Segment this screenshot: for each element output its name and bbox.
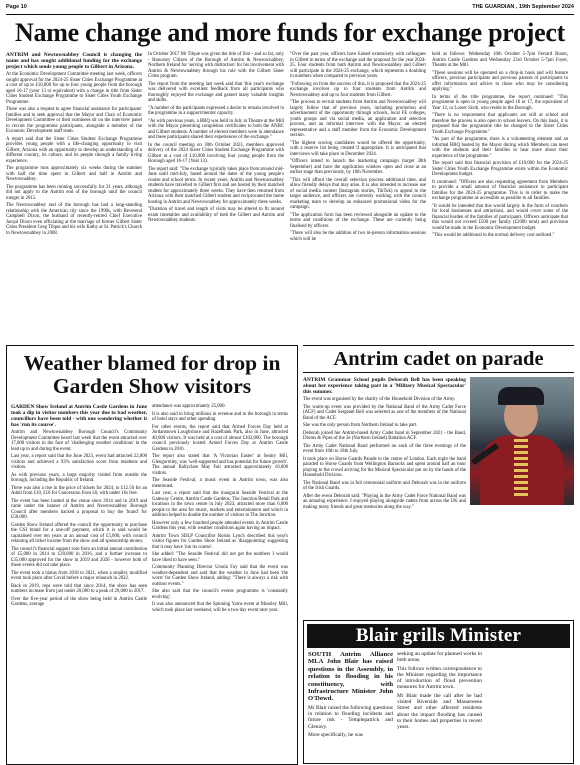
article-paragraph: In October 2017 Mr Tilque was given the title of first - and so far, only - Honorary Citizen of the Borough of Antrim & Newtownabbey, Northern Ireland for 'serving with distinction' for his involvement with Antrim & Newtownabbey through his role with the Gilbert Sister Cities program. bbox=[148, 52, 284, 79]
article-paragraph: The event took a hiatus from 2018 to 2021, when a smaller, modified event took place after Covid before a major relaunch in 2022. bbox=[11, 570, 147, 582]
cadet-photo bbox=[470, 377, 574, 505]
article-paragraph: A report said that the Sister Cities Student Exchange Programme provides young people with a life-changing opportunity to visit Gilbert, Arizona with an opportunity to develop an understanding of a different country, its culture, and its people through a family living experience. bbox=[6, 136, 142, 164]
article-paragraph: "Over the past year, officers have liaised extensively with colleagues in Gilbert in terms of the exchange and the proposal for the year 2024-25. Four students from both Antrim and Newtownabbey and Gilbert will participate in the 2024-25 exchange, which represents a doubling in numbers when compared to previous years. bbox=[290, 52, 426, 79]
article-paragraph: Back in 2019, reps were told that since 2014, the show has seen numbers increase from just under 20,000 to a peak of 29,000 in 2017. bbox=[11, 583, 147, 595]
weather-article bbox=[6, 345, 298, 765]
article-paragraph: "A number of the participants expressed a desire to remain involved in the programme in a support/mentor capacity. bbox=[148, 105, 284, 116]
article-paragraph: Last year, a report said that the inaugural Seaside Festival at the Gateway Centre, Antrim Castle Gardens, The Junction Retail Park and locations in the town centre in July 2023, attracted more than 6,000 people to the area for music, markets and entertainment and which in addition helped to double the number of visitors to The Junction. bbox=[152, 491, 288, 518]
article-paragraph: In terms of the title programme, the report continued: "This programme is open to young people aged 16 or 17, the equivalent of Year 13, or Lower Sixth, who reside in the Borough. bbox=[432, 94, 568, 111]
article-paragraph: In the council meeting on 30th October 2023, members approved delivery of the 2024 Sister Cities Student Exchange Programme with Gilbert at a cost of £10,000 involving four young people from the Borough aged 16-17 (Year 13). bbox=[148, 142, 284, 164]
article-paragraph: Antrim Town SDLP Councillor Roisin Lynch described this year's visitor figures for Garden Show Ireland as 'disappointing' suggesting that it may have 'run its course'. bbox=[152, 533, 288, 550]
article-paragraph: "There will also be the addition of two in-person information sessions which will be bbox=[290, 231, 426, 242]
article-paragraph: Community Planning Director Ursula Fay said that the event was weather-dependent and said that the weather in June had been 'the worst' for Garden Show Ireland, adding: "There is always a risk with outdoor events." bbox=[152, 565, 288, 587]
exchange-column-1 bbox=[6, 52, 142, 341]
article-paragraph: She also said that the council's events programme is 'constantly evolving'. bbox=[152, 589, 288, 600]
article-paragraph: There was also a request to agree financial assistance for participants' families and to seek approval that the Mayor and Chair of Economic Development Committee or their nominees sit on the interview panel to recruit the programme participants, alongside a member of the Economic Development staff team. bbox=[6, 107, 142, 135]
article-paragraph: The programme runs approximately six weeks during the summer with half the time spent in Gilbert and half in Antrim and Newtownabbey. bbox=[6, 166, 142, 183]
article-paragraph: ANTRIM and Newtownabbey Council is changing the name and has sought additional funding for the exchange project which sends young people to Gilbert in Arizona. bbox=[6, 52, 142, 71]
newspaper-page bbox=[6, 4, 574, 739]
article-paragraph: Garden Show Ireland offered the council the opportunity to purchase the GSI brand for a one-off payment, which it is said would be capitalised over ten years at an annual cost of £5,000, with council retaining all ticket income from the show and all sponsorship money. bbox=[11, 522, 147, 545]
article-paragraph: The event was organised by the charity of the Household Division of the Army. bbox=[303, 397, 456, 403]
article-paragraph: Deborah joined her Antrim-based Army Cadet band in September 2021 - the Band, Drums & Pipes of the 2e (Northern Ireland) Battalion ACF. bbox=[303, 430, 466, 442]
article-paragraph: There was also a rise in the price of tickets for 2024, to £12.50 for an Adult from £10, £10 for Concession from £8, with under 16s free. bbox=[11, 485, 147, 497]
article-paragraph: "Duration of travel and length of visits may be altered to fit around exam timetables and availability of both the Gilbert and Antrim and Newtownabbey students. bbox=[148, 207, 284, 223]
article-paragraph: "There is no requirement that applicants are still at school and therefore the process is also open to school leavers. On this basis, it is proposed that the programme title be changed to the Sister Cities Youth Exchange Programme." bbox=[432, 113, 568, 135]
weather-column-2 bbox=[152, 404, 288, 759]
article-paragraph: The Newtownabbey end of the borough has had a long-standing relationship with the American city since the 1990s, with Reverend Campbell Dixon, the husband of recently-retired Chief Executive Jacqui Dixon even officiating at the marriage of former Gilbert Sister Cities President Greg Tilque and his wife Kathy at St. Patrick's Church in Newtownabbey in 2008. bbox=[6, 203, 142, 236]
weather-headline: Weather blamed for drop in Garden Show visitors bbox=[23, 351, 281, 398]
article-paragraph: ANTRIM Grammar School pupils Deborah Bell has been speaking about her experience taking part in a 'Military Musical Spectacular' this summer. bbox=[303, 377, 466, 396]
article-paragraph: Mr Blair made the call after he had visited Riverside and Massereene Street and other affected residents about the impact flooding has caused to their homes and properties in recent years. bbox=[397, 692, 482, 731]
article-paragraph: "This would be additional to the normal delivery cost outlined." bbox=[432, 233, 555, 238]
article-paragraph: "Following on from the success of this, it is proposed that the 2024-25 exchange involves up to four students from Antrim and Newtownabbey and up to four students from Gilbert. bbox=[290, 81, 426, 98]
article-paragraph: Over the five-year period of the show being held in Antrim Castle Gardens, average bbox=[11, 596, 147, 608]
blair-columns bbox=[304, 651, 573, 761]
article-paragraph: seeking an update for planned works in both areas. bbox=[397, 651, 482, 664]
article-paragraph: She added: "The Seaside Festival did not get the numbers I would have liked to have seen." bbox=[152, 552, 288, 563]
blair-article bbox=[303, 620, 574, 764]
exchange-column-3 bbox=[290, 52, 426, 341]
article-paragraph: The programme has been running successfully for 21 years, although did not apply to the Antrim end of the borough until the council merger in 2015. bbox=[6, 184, 142, 201]
article-paragraph: attendance was approximately 25,000. bbox=[152, 404, 226, 409]
antrim-headline: Antrim cadet on parade bbox=[303, 345, 574, 373]
article-paragraph: "It would be intended that this would largely in the form of vouchers for local businesses and attractions, and would cover some of the financial burden of the families of participants. Officers anticipate that this would not exceed £500 per family (£2000 total) and provision would be made in the Economic Development budget. bbox=[432, 203, 568, 231]
article-paragraph: "The process to recruit students from Antrim and Newtownabbey will largely follow that of previous years, including promotion and advertisement of the opportunity through schools, local FE colleges, youth groups and via social media, an application and selection process, and an informal interview with the Mayor, an elected representative and a staff member from the Economic Development section. bbox=[290, 100, 426, 138]
article-paragraph: "The highest scoring candidates would be offered the opportunity, with a reserve list being created if appropriate. It is anticipated that interviews will take place in December 2024. bbox=[290, 140, 426, 157]
paper-name-date: THE GUARDIAN , 19th September 2024 bbox=[472, 4, 574, 10]
article-paragraph: "The application form has been reviewed alongside an update to the terms and conditions of the exchange. These are currently being finalised by officers. bbox=[290, 212, 426, 229]
article-paragraph: However only a few hundred people attended events in Antrim Castle Gardens this year, with weather conditions again having an impact. bbox=[152, 520, 288, 531]
article-paragraph: It is also said to bring millions in revenue and to the borough in terms of hotel stays and other spending. bbox=[152, 411, 288, 422]
article-paragraph: "As with previous years, a BBQ was held in July at Theatre at the Mill with the Mayor presenting completion certificates to both the ANBC and Gilbert students. A number of elected members were in attendance and these participants shared their experiences of the exchange." bbox=[148, 118, 284, 140]
blair-column-1 bbox=[308, 651, 393, 761]
article-paragraph: She was the only person from Northern Ireland to take part. bbox=[303, 423, 418, 429]
article-paragraph: The Seaside Festival, a music event in Antrim town, was also mentioned. bbox=[152, 478, 288, 489]
blair-headline: Blair grills Minister bbox=[307, 624, 570, 648]
article-paragraph: As with previous years, a large majority visited from outside the borough, including the Republic of Ireland. bbox=[11, 472, 147, 484]
article-paragraph: The report also stated that 'A Victorian Easter' at Sentry Hill, Glengormley, was 'well-supported and has potential for future growth'. The annual Ballyclare May Fair attracted approximately 10,000 visitors. bbox=[152, 454, 288, 476]
article-paragraph: Mr Blair raised the following questions in relation to flooding incidents and future risk - Templepatrick and Glenavy. bbox=[308, 704, 393, 730]
article-paragraph: "This will afford the overall selection process additional time, and allow friendly delays that may arise. It is also intended to increase use of social media content (Instagram stories, TikTok) to appeal to the target audience, and officers are currently working with the council marketing team to develop an enhanced promotional video for the campaign. bbox=[290, 177, 426, 210]
antrim-cadet-article bbox=[303, 345, 574, 615]
folio-bar bbox=[6, 4, 574, 15]
exchange-article bbox=[6, 52, 574, 341]
article-paragraph: This follows written correspondence to the Minister regarding the importance of introduction of flood prevention measures for Antrim town. bbox=[397, 665, 482, 691]
article-paragraph: After the event Deborah said: "Playing in the Army Cadet Force National Band was an amazing experience. I enjoyed playing alongside cadets from across the UK and making many friends and great memories along the way." bbox=[303, 493, 466, 510]
article-paragraph: Last year, a report said that the June 2023, event had attracted 22,000 visitors and achieved a 93% satisfaction score from residents and visitors. bbox=[11, 454, 147, 471]
antrim-text bbox=[303, 377, 466, 612]
exchange-column-4 bbox=[432, 52, 568, 341]
article-paragraph: The event has been hosted at the venue since 2014 and in 2019 and came under the banner of Antrim and Newtownabbey Borough Council after members backed a proposal to buy the 'brand' for £50,000. bbox=[11, 498, 147, 521]
weather-columns bbox=[7, 404, 297, 759]
article-paragraph: The report said: "The exchange typically takes place from around mid-June until mid-July, based around the dates of the young people's course and school terms. In recent years, Antrim and Newtownabbey students have travelled to Gilbert first and are hosted by their matched student for approximately three weeks. They have then returned from Arizona with their matched Gilbert student and reciprocated the home hosting in Antrim and Newtownabbey for approximately three weeks. bbox=[148, 166, 284, 205]
article-paragraph: The National Band was in full ceremonial uniform and Deborah was in the uniform of the Irish Guards. bbox=[303, 480, 466, 492]
weather-column-1 bbox=[11, 404, 147, 759]
article-paragraph: Antrim and Newtownabbey Borough Council's Community Development Committee heard last week that the event attracted over 17,000 visitors in the face of 'challenging weather conditions' in the lead up to and during the event. bbox=[11, 430, 147, 452]
article-paragraph: The report said that financial provision of £10,000 for the 2024-25 Sister Cities Youth Exchange Programme exists within the Economic Development budget. bbox=[432, 161, 568, 177]
article-paragraph: The warm-up event was provided by the National Band of the Army Cadet Force (ACF) and Cadet Sergeant Bell was selected as one of the members of the National Band of the ACF. bbox=[303, 404, 466, 421]
article-paragraph: The Army Cadet National Band performed on each of the three evenings of the event from 16th to 18th July. bbox=[303, 443, 466, 455]
article-paragraph: It continued: "Officers are also requesting agreement from Members to provide a small amount of financial assistance to participant families for the 2024-25 programme. This is in order to make the exchange programme as accessible as possible to all families. bbox=[432, 179, 568, 201]
article-paragraph: held as follows: Wednesday 16th October 5-7pm Ferrard Room, Antrim Castle Gardens and Wednesday 23rd October 5-7pm Foyer, Theatre at the Mill. bbox=[432, 52, 568, 68]
article-paragraph: It took place on Horse Guards Parade in the centre of London. Each night the band paraded to Horse Guards from Wellington Barracks and spent around half an hour playing to the crowd arriving for the Musical Spectacular put on by the bands of the Household Division. bbox=[303, 456, 466, 479]
article-paragraph: The report from the meeting last week said that 'this year's exchange was delivered with excellent feedback from all participants who thoroughly enjoyed the exchange and gained many valuable insights and skills. bbox=[148, 81, 284, 103]
article-paragraph: "As part of the programme, there is a volunteering element and an informal BBQ hosted by the Mayor during which Members can meet with the students and their families to hear more about their experience of the programme." bbox=[432, 137, 568, 159]
photo-braid bbox=[514, 439, 528, 499]
exchange-headline: Name change and more funds for exchange project bbox=[15, 18, 565, 47]
photo-cap bbox=[498, 387, 544, 405]
exchange-column-2 bbox=[148, 52, 284, 341]
article-paragraph: SOUTH Antrim Alliance MLA John Blair has raised questions in the Assembly, in relation to flooding in his constituency, with Infrastructure Minister John O'Dowd. bbox=[308, 651, 393, 703]
article-paragraph: "These sessions will be operated on a drop-in basis and will feature officers, previous participants and previous parents of participants to offer information and advice to those who may be considering applying." bbox=[432, 70, 568, 92]
blair-column-2 bbox=[397, 651, 482, 761]
article-paragraph: It was also announced that the Spinning Yarns event at Mossley Mill, which took place last weekend, will be a two-day event next year. bbox=[152, 602, 288, 613]
article-paragraph: At the Economic Development Committee meeting last week, officers sought approval for the 2024-25 Sister Cities Exchange Programme at a cost of up to £10,000 for up to four young people from the borough aged 16-17 (year 13 or equivalent) with a change in title from Sister Cities Student Exchange Programme to Sister Cities Youth Exchange Programme. bbox=[6, 72, 142, 105]
article-paragraph: More specifically, he was bbox=[308, 732, 364, 739]
page-number: Page 10 bbox=[6, 4, 27, 10]
article-paragraph: GARDEN Show Ireland at Antrim Castle Gardens in June took a dip in visitor numbers this year due to bad weather, councillors have been told - with one wondering whether it has 'run its course'. bbox=[11, 404, 147, 429]
article-paragraph: "Officers intend to launch the marketing campaign (target 30th September) and have the application window open and close at an earlier stage than previously, by 10th November. bbox=[290, 159, 426, 175]
antrim-body bbox=[303, 377, 574, 612]
bottom-section bbox=[6, 345, 574, 765]
article-paragraph: The council's financial support rose from an initial annual contribution of £5,000 in 2014 to £20,000 in 2016, and a further increase to £35,000 approved for the show in 2019 and 2020 - however both of those events did not take place. bbox=[11, 546, 147, 569]
article-paragraph: For other events, the report said that Armed Forces Day held at Jordanstown Loughshore and Hazelbank Park, also in June, attracted 40,000 visitors. It was held at a cost of almost £102,000. The borough council previously hosted Armed Forces Day at Antrim Castle Gardens in 2016. bbox=[152, 424, 288, 452]
